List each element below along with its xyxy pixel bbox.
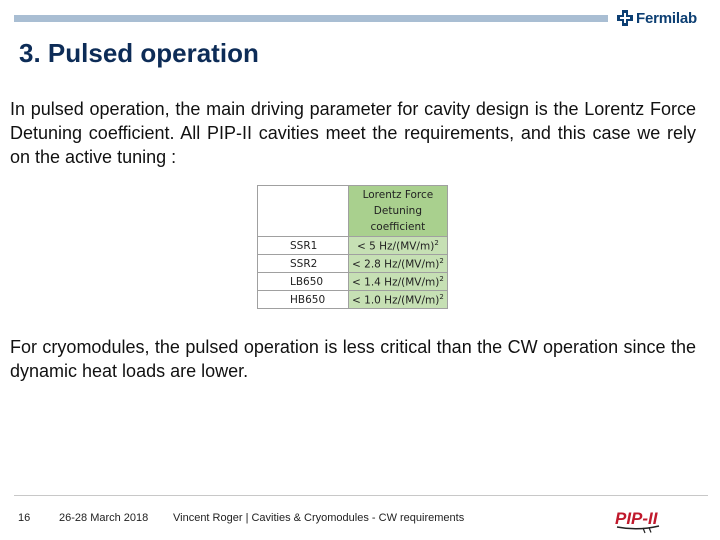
pip-ii-logo — [613, 504, 663, 534]
ldf-value: < 1.0 $Hz/(MV/m)^2$ — [349, 291, 448, 309]
logo-text: Fermilab — [636, 9, 697, 27]
footer-date: 26-28 March 2018 — [59, 512, 149, 524]
footer-text: Vincent Roger | Cavities & Cryomodules - CW requirements — [173, 512, 465, 524]
fermilab-logo — [617, 8, 697, 28]
header-line: Detuning — [373, 205, 422, 217]
table-row — [258, 237, 448, 255]
table-corner-cell — [258, 186, 349, 237]
table-row — [258, 255, 448, 273]
pip-logo-text: PIP-II — [615, 509, 658, 528]
header-bar — [14, 15, 608, 22]
table-row — [258, 273, 448, 291]
header-line: coefficient — [370, 221, 426, 233]
fermilab-icon — [617, 10, 633, 26]
cavity-name: HB650 — [258, 291, 349, 309]
ldf-table-image — [255, 184, 451, 315]
intro-paragraph: In pulsed operation, the main driving parameter for cavity design is the Lorentz Force Detuning coefficient. All PIP-II cavities meet the requirements, and this case we rely on the active tuning : — [10, 99, 696, 167]
table-header-cell — [349, 186, 448, 237]
cavity-name: SSR1 — [258, 237, 349, 255]
header-line: Lorentz Force — [362, 189, 434, 201]
ldf-value: < 1.4 $Hz/(MV/m)^2$ — [349, 273, 448, 291]
cavity-name: LB650 — [258, 273, 349, 291]
footer-divider — [14, 495, 708, 496]
cryomodule-paragraph: For cryomodules, the pulsed operation is less critical than the CW operation since the dynamic heat loads are lower. — [10, 337, 696, 381]
page-number: 16 — [18, 512, 31, 524]
ldf-value: < 2.8 $Hz/(MV/m)^2$ — [349, 255, 448, 273]
ldf-value: < 5 $Hz/(MV/m)^2$ — [349, 237, 448, 255]
slide-title: 3. Pulsed operation — [19, 38, 259, 68]
table-header-row — [258, 186, 448, 237]
cavity-name: SSR2 — [258, 255, 349, 273]
ldf-table — [257, 185, 448, 309]
table-row — [258, 291, 448, 309]
